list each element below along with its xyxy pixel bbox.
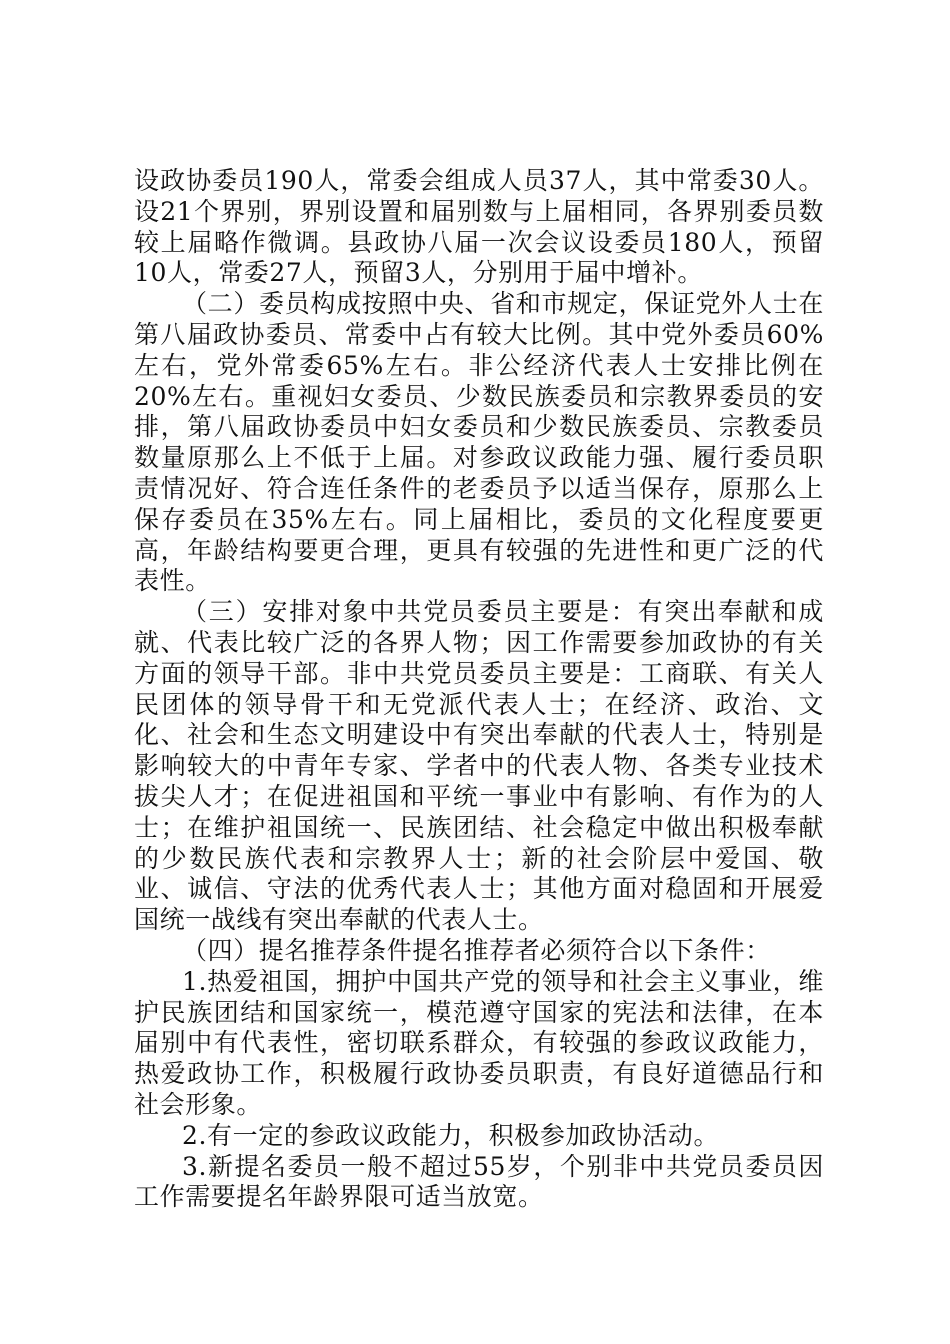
paragraph-nomination-conditions-heading: （四）提名推荐条件提名推荐者必须符合以下条件： [182,935,771,965]
paragraph-committee-size: 设政协委员190人，常委会组成人员37人，其中常委30人。设21个界别，界别设置和届别数与上届相同，各界别委员数较上届略作微调。县政协八届一次会议设委员180人，预留10人，常委27人，预留3人，分别用于届中增补。 [134,166,824,288]
paragraph-condition-2: 2.有一定的参政议政能力，积极参加政协活动。 [182,1120,720,1150]
paragraph-condition-3: 3.新提名委员一般不超过55岁，个别非中共党员委员因工作需要提名年龄界限可适当放宽。 [134,1151,824,1212]
paragraph-condition-1: 1.热爱祖国，拥护中国共产党的领导和社会主义事业，维护民族团结和国家统一，模范遵守国家的宪法和法律，在本届别中有代表性，密切联系群众，有较强的参政议政能力，热爱政协工作，积极履行政协委员职责，有良好道德品行和社会形象。 [134,966,824,1119]
paragraph-member-composition: （二）委员构成按照中央、省和市规定，保证党外人士在第八届政协委员、常委中占有较大比例。其中党外委员60%左右，党外常委65%左右。非公经济代表人士安排比例在20%左右。重视妇女委员、少数民族委员和宗教界委员的安排，第八届政协委员中妇女委员和少数民族委员、宗教委员数量原那么上不低于上届。对参政议政能力强、履行委员职责情况好、符合连任条件的老委员予以适当保存，原那么上保存委员在35%左右。同上届相比，委员的文化程度要更高，年龄结构要更合理，更具有较强的先进性和更广泛的代表性。 [134,289,824,596]
document-body [134,166,824,1213]
paragraph-arrangement-targets: （三）安排对象中共党员委员主要是：有突出奉献和成就、代表比较广泛的各界人物；因工作需要参加政协的有关方面的领导干部。非中共党员委员主要是：工商联、有关人民团体的领导骨干和无党派代表人士；在经济、政治、文化、社会和生态文明建设中有突出奉献的代表人士，特别是影响较大的中青年专家、学者中的代表人物、各类专业技术拔尖人才；在促进祖国和平统一事业中有影响、有作为的人士；在维护祖国统一、民族团结、社会稳定中做出积极奉献的少数民族代表和宗教界人士；新的社会阶层中爱国、敬业、诚信、守法的优秀代表人士；其他方面对稳固和开展爱国统一战线有突出奉献的代表人士。 [134,597,824,935]
